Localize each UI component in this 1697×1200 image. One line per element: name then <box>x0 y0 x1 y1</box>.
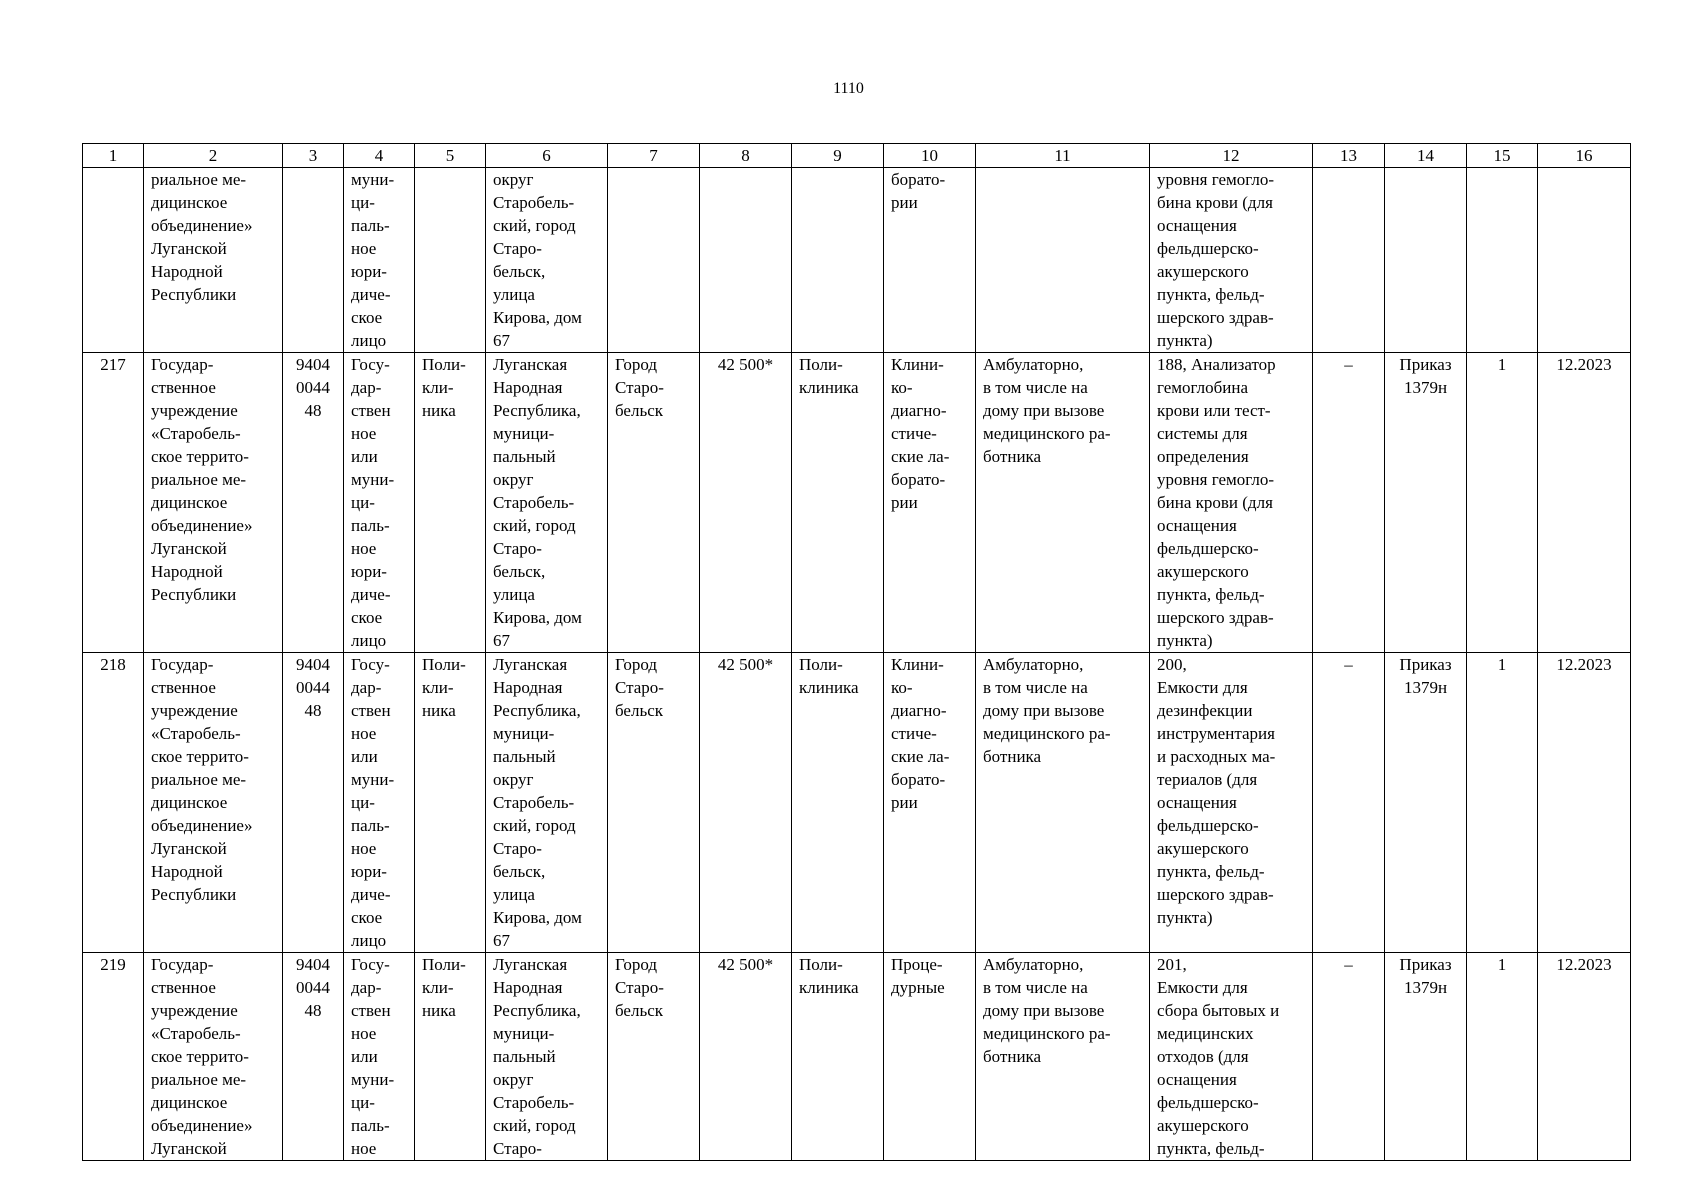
order-cell: Приказ 1379н <box>1385 953 1467 1161</box>
legal-form-cell: Госу- дар- ствен ное или муни- ци- паль- ное юри- диче- ское лицо <box>344 353 415 653</box>
unit-cell: Поли- клиника <box>792 953 884 1161</box>
population-cell: 42 500* <box>700 953 792 1161</box>
page-number: 1110 <box>833 80 864 97</box>
care-conditions-cell <box>976 168 1150 353</box>
column-number: 6 <box>486 144 608 168</box>
column-number: 14 <box>1385 144 1467 168</box>
quantity-cell <box>1467 168 1538 353</box>
legal-form-cell: Госу- дар- ствен ное или муни- ци- паль- ное <box>344 953 415 1161</box>
locality-cell: Город Старо- бельск <box>608 353 700 653</box>
order-cell <box>1385 168 1467 353</box>
care-conditions-cell: Амбулаторно, в том числе на дому при вызове медицинского ра- ботника <box>976 953 1150 1161</box>
organization-name-cell: риальное ме- дицинское объединение» Луганской Народной Республики <box>144 168 283 353</box>
order-cell: Приказ 1379н <box>1385 353 1467 653</box>
column-number: 15 <box>1467 144 1538 168</box>
department-cell: борато- рии <box>884 168 976 353</box>
care-conditions-cell: Амбулаторно, в том числе на дому при вызове медицинского ра- ботника <box>976 653 1150 953</box>
unit-cell <box>792 168 884 353</box>
date-cell <box>1538 168 1631 353</box>
facility-type-cell: Поли- кли- ника <box>415 353 486 653</box>
address-cell: Луганская Народная Республика, муници- пальный округ Старобель- ский, город Старо- бельск, улица Кирова, дом 67 <box>486 353 608 653</box>
care-conditions-cell: Амбулаторно, в том числе на дому при вызове медицинского ра- ботника <box>976 353 1150 653</box>
column-number: 7 <box>608 144 700 168</box>
equipment-cell: 188, Анализатор гемоглобина крови или тест- системы для определения уровня гемогло- бина крови (для оснащения фельдшерско- акушерского пункта, фельд- шерского здрав- пункта) <box>1150 353 1313 653</box>
column-number: 12 <box>1150 144 1313 168</box>
unit-cell: Поли- клиника <box>792 653 884 953</box>
legal-form-cell: Госу- дар- ствен ное или муни- ци- паль- ное юри- диче- ское лицо <box>344 653 415 953</box>
row-number-cell: 217 <box>83 353 144 653</box>
locality-cell: Город Старо- бельск <box>608 953 700 1161</box>
inn-cell <box>283 168 344 353</box>
population-cell: 42 500* <box>700 653 792 953</box>
column-number: 13 <box>1313 144 1385 168</box>
quantity-cell: 1 <box>1467 953 1538 1161</box>
column-number: 10 <box>884 144 976 168</box>
address-cell: Луганская Народная Республика, муници- пальный округ Старобель- ский, город Старо- бельск, улица Кирова, дом 67 <box>486 653 608 953</box>
column-number: 16 <box>1538 144 1631 168</box>
column-13-cell: – <box>1313 653 1385 953</box>
column-number: 3 <box>283 144 344 168</box>
equipment-cell: 201, Емкости для сбора бытовых и медицинских отходов (для оснащения фельдшерско- акушерского пункта, фельд- <box>1150 953 1313 1161</box>
unit-cell: Поли- клиника <box>792 353 884 653</box>
address-cell: округ Старобель- ский, город Старо- бельск, улица Кирова, дом 67 <box>486 168 608 353</box>
column-number-row <box>83 144 1631 168</box>
legal-form-cell: муни- ци- паль- ное юри- диче- ское лицо <box>344 168 415 353</box>
table-row <box>83 953 1631 1161</box>
column-number: 11 <box>976 144 1150 168</box>
row-number-cell: 219 <box>83 953 144 1161</box>
department-cell: Проце- дурные <box>884 953 976 1161</box>
column-number: 2 <box>144 144 283 168</box>
date-cell: 12.2023 <box>1538 953 1631 1161</box>
facility-type-cell: Поли- кли- ника <box>415 953 486 1161</box>
date-cell: 12.2023 <box>1538 653 1631 953</box>
equipment-cell: уровня гемогло- бина крови (для оснащения фельдшерско- акушерского пункта, фельд- шерского здрав- пункта) <box>1150 168 1313 353</box>
column-number: 8 <box>700 144 792 168</box>
column-number: 1 <box>83 144 144 168</box>
column-number: 5 <box>415 144 486 168</box>
date-cell: 12.2023 <box>1538 353 1631 653</box>
facility-type-cell: Поли- кли- ника <box>415 653 486 953</box>
inn-cell: 9404 0044 48 <box>283 953 344 1161</box>
population-cell: 42 500* <box>700 353 792 653</box>
quantity-cell: 1 <box>1467 353 1538 653</box>
address-cell: Луганская Народная Республика, муници- пальный округ Старобель- ский, город Старо- <box>486 953 608 1161</box>
table-row <box>83 353 1631 653</box>
department-cell: Клини- ко- диагно- стиче- ские ла- борато- рии <box>884 353 976 653</box>
column-13-cell: – <box>1313 953 1385 1161</box>
population-cell <box>700 168 792 353</box>
inn-cell: 9404 0044 48 <box>283 653 344 953</box>
table-row <box>83 168 1631 353</box>
table-row <box>83 653 1631 953</box>
order-cell: Приказ 1379н <box>1385 653 1467 953</box>
organization-name-cell: Государ- ственное учреждение «Старобель- ское террито- риальное ме- дицинское объединение» Луганской Народной Республики <box>144 653 283 953</box>
facility-type-cell <box>415 168 486 353</box>
department-cell: Клини- ко- диагно- стиче- ские ла- борато- рии <box>884 653 976 953</box>
equipment-cell: 200, Емкости для дезинфекции инструментария и расходных ма- териалов (для оснащения фельдшерско- акушерского пункта, фельд- шерского здрав- пункта) <box>1150 653 1313 953</box>
column-number: 9 <box>792 144 884 168</box>
column-13-cell <box>1313 168 1385 353</box>
locality-cell: Город Старо- бельск <box>608 653 700 953</box>
quantity-cell: 1 <box>1467 653 1538 953</box>
inn-cell: 9404 0044 48 <box>283 353 344 653</box>
organization-name-cell: Государ- ственное учреждение «Старобель- ское террито- риальное ме- дицинское объединение» Луганской <box>144 953 283 1161</box>
column-13-cell: – <box>1313 353 1385 653</box>
organization-name-cell: Государ- ственное учреждение «Старобель- ское террито- риальное ме- дицинское объединение» Луганской Народной Республики <box>144 353 283 653</box>
row-number-cell <box>83 168 144 353</box>
registry-table <box>82 143 1631 1161</box>
row-number-cell: 218 <box>83 653 144 953</box>
locality-cell <box>608 168 700 353</box>
column-number: 4 <box>344 144 415 168</box>
